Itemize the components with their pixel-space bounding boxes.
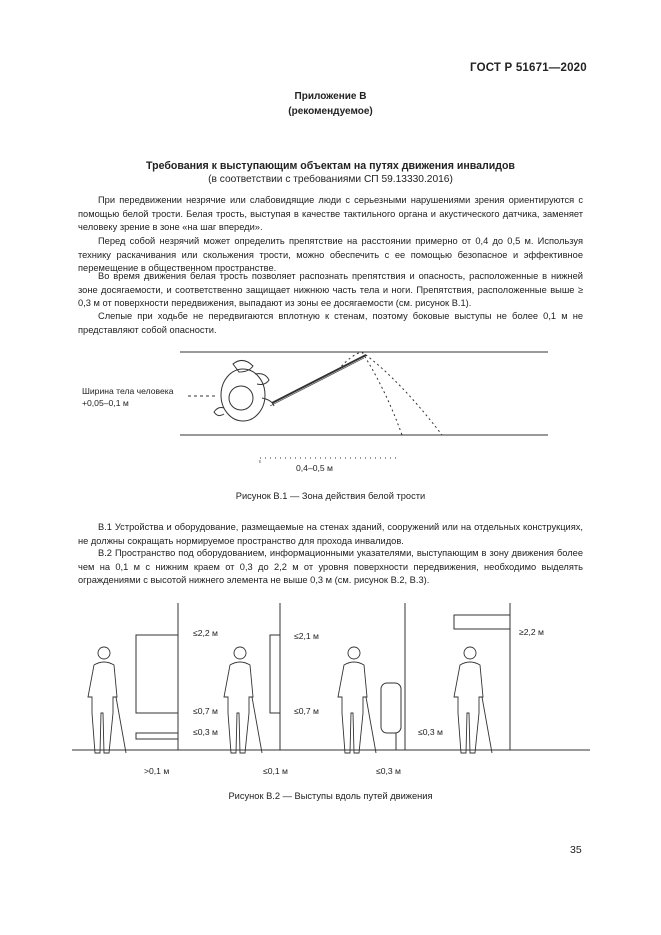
paragraph-b2: В.2 Пространство под оборудованием, информационными указателями, выступающим в зону движения более чем на 0,1 м с нижним краем от 0,3 до 2,2 м от уровня поверхности передвижения, необходимо выделять ограждениями с высотой нижнего элемента не выше 0,3 м (см. рисунок В.2, В.3). bbox=[78, 548, 583, 585]
figure-2-caption: Рисунок В.2 — Выступы вдоль путей движения bbox=[228, 791, 433, 801]
figure-1-drawing bbox=[0, 340, 661, 480]
paragraph-b1: В.1 Устройства и оборудование, размещаемые на стенах зданий, сооружений или на отдельных конструкциях, не должны сокращать нормируемое пространство для прохода инвалидов. bbox=[78, 522, 583, 546]
panel-a bbox=[88, 603, 178, 753]
distance-label: 0,4–0,5 м bbox=[296, 463, 333, 473]
paragraph-2: Перед собой незрячий может определить препятствие на расстоянии примерно от 0,4 до 0,5 м. Используя технику раскачивания или скольжения трости, можно обеспечить с ее помощью безопасное и эффективное перемещение в общественном пространстве. bbox=[78, 236, 583, 273]
paragraph-1: При передвижении незрячие или слабовидящие люди с серьезными нарушениями зрения ориентируются с помощью белой трости. Белая трость, выступая в качестве тактильного органа и акустического датчика, заменяет человеку зрение в зоне «на шаг впереди». bbox=[78, 195, 583, 232]
person-top-view-icon bbox=[214, 360, 274, 421]
page-number: 35 bbox=[570, 844, 582, 856]
paragraph-3: Во время движения белая трость позволяет распознать препятствия и опасность, расположенные в нижней зоне досягаемости, и соответственно защищает нижнюю часть тела и ноги. Препятствия, расположенные выше ≥ 0,3 м от поверхности передвижения, выпадают из зоны ее досягаемости (см. рисунок В.1). bbox=[78, 271, 583, 308]
a-bottom-label: >0,1 м bbox=[144, 766, 170, 776]
body-width-label-2: +0,05–0,1 м bbox=[82, 398, 129, 408]
c-bottom-label: ≤0,3 м bbox=[376, 766, 401, 776]
annex-title: Приложение В bbox=[294, 91, 367, 102]
figure-2-drawing bbox=[0, 595, 661, 785]
panel-c bbox=[338, 603, 405, 753]
paragraph-4: Слепые при ходьбе не передвигаются вплотную к стенам, поэтому боковые выступы не более 0,1 м не представляют собой опасности. bbox=[78, 311, 583, 335]
a-top-label: ≤2,2 м bbox=[193, 628, 218, 638]
c-low-label: ≤0,3 м bbox=[418, 727, 443, 737]
section-title: Требования к выступающим объектам на путях движения инвалидов bbox=[146, 160, 515, 172]
panel-b bbox=[224, 603, 280, 753]
b-top-label: ≤2,1 м bbox=[294, 631, 319, 641]
panel-d bbox=[454, 603, 510, 753]
d-top-label: ≥2,2 м bbox=[519, 627, 544, 637]
figure-1-caption: Рисунок В.1 — Зона действия белой трости bbox=[235, 491, 426, 501]
cane-sweep-arc bbox=[338, 352, 442, 435]
annex-subtitle: (рекомендуемое) bbox=[288, 106, 373, 117]
body-width-label-1: Ширина тела человека bbox=[82, 386, 174, 396]
standard-number: ГОСТ Р 51671—2020 bbox=[470, 62, 587, 74]
white-cane bbox=[272, 355, 366, 403]
a-low-label: ≤0,3 м bbox=[193, 727, 218, 737]
section-subtitle: (в соответствии с требованиями СП 59.13330.2016) bbox=[208, 174, 453, 185]
b-bottom-label: ≤0,1 м bbox=[263, 766, 288, 776]
b-mid-label: ≤0,7 м bbox=[294, 706, 319, 716]
svg-text:ε: ε bbox=[259, 459, 262, 465]
a-mid-label: ≤0,7 м bbox=[193, 706, 218, 716]
